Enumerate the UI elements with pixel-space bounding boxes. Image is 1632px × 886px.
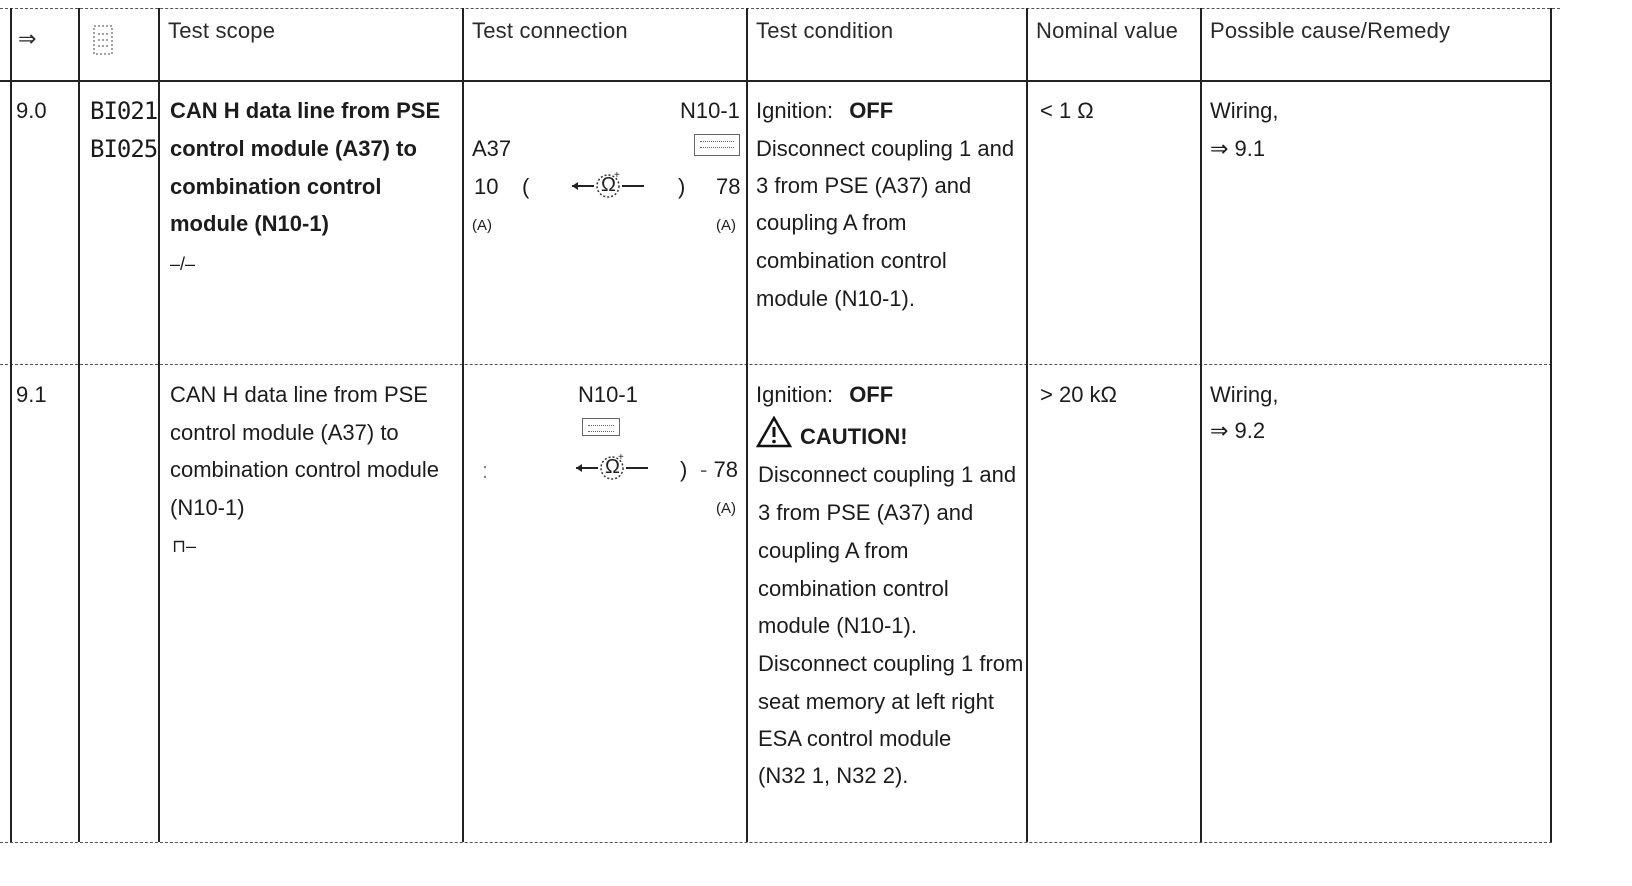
condition-line: Disconnect coupling 1 and <box>756 136 1015 161</box>
col-divider-8 <box>1550 8 1552 842</box>
header-test-condition: Test condition <box>756 18 894 43</box>
scope-note: ⊓– <box>172 536 197 556</box>
col-divider-3 <box>158 8 160 842</box>
test-scope-line: control module (A37) to <box>170 136 417 161</box>
fault-code: BI021 <box>90 97 158 125</box>
remedy-link[interactable]: ⇒ 9.2 <box>1210 418 1266 443</box>
condition-line: (N32 1, N32 2). <box>758 763 909 788</box>
left-sub-label: (A) <box>472 217 492 234</box>
condition-line: module (N10-1). <box>756 286 915 311</box>
right-module-label: N10-1 <box>680 98 740 123</box>
caution-label: CAUTION! <box>800 423 908 449</box>
left-dotted-mark: : <box>482 458 489 483</box>
row-divider <box>0 364 1552 365</box>
condition-line: ESA control module <box>758 726 952 751</box>
condition-line: module (N10-1). <box>758 613 917 638</box>
svg-text:+: + <box>618 454 624 463</box>
header-test-scope: Test scope <box>168 18 276 43</box>
left-module-label: A37 <box>472 136 512 161</box>
condition-line: 3 from PSE (A37) and <box>758 500 974 525</box>
col-divider-4 <box>462 8 464 842</box>
svg-text:+: + <box>614 172 620 181</box>
remedy-link[interactable]: ⇒ 9.1 <box>1210 136 1266 161</box>
scope-note: –/– <box>170 254 196 274</box>
bottom-border <box>0 842 1552 843</box>
caution-notice <box>756 416 908 460</box>
test-scope-line: control module (A37) to <box>170 420 399 445</box>
nominal-value: < 1 Ω <box>1040 98 1094 123</box>
condition-line: combination control <box>758 576 949 601</box>
condition-line: coupling A from <box>758 538 909 563</box>
fault-code: BI025 <box>90 135 158 163</box>
condition-line: seat memory at left right <box>758 689 994 714</box>
condition-line: Disconnect coupling 1 from <box>758 651 1024 676</box>
remedy-line: Wiring, <box>1210 98 1279 123</box>
test-scope-line: combination control module <box>170 457 440 482</box>
left-bracket: ( <box>522 174 530 199</box>
ignition-label: Ignition: <box>756 98 834 123</box>
condition-line: combination control <box>756 248 947 273</box>
col-divider-1 <box>10 8 12 842</box>
col-divider-5 <box>746 8 748 842</box>
test-scope-line: CAN H data line from PSE <box>170 98 441 123</box>
test-scope-line: (N10-1) <box>170 495 245 520</box>
col-divider-7 <box>1200 8 1202 842</box>
nominal-value: > 20 kΩ <box>1040 382 1117 407</box>
test-scope-line: CAN H data line from PSE <box>170 382 428 407</box>
ignition-value: OFF <box>849 98 894 123</box>
instrument-cluster-connector-icon <box>694 134 740 156</box>
header-arrow: ⇒ <box>18 26 37 51</box>
condition-line: Disconnect coupling 1 and <box>758 462 1017 487</box>
header-possible-cause: Possible cause/Remedy <box>1210 18 1451 43</box>
step-number: 9.1 <box>16 382 47 407</box>
test-scope-line: combination control <box>170 174 382 199</box>
condition-line: coupling A from <box>756 210 907 235</box>
warning-triangle-icon <box>756 416 792 460</box>
ignition-value: OFF <box>849 382 894 407</box>
step-number: 9.0 <box>16 98 47 123</box>
ignition-condition <box>756 376 893 414</box>
ignition-condition <box>756 92 893 130</box>
col-divider-6 <box>1026 8 1028 842</box>
right-module-label: N10-1 <box>578 382 638 407</box>
ignition-label: Ignition: <box>756 382 834 407</box>
top-border <box>0 8 1560 9</box>
remedy-line: Wiring, <box>1210 382 1279 407</box>
header-divider <box>0 80 1552 82</box>
col-divider-2 <box>78 8 80 842</box>
left-pin: 10 <box>474 174 499 199</box>
ohmmeter-icon: + Ω <box>574 454 650 482</box>
header-test-connection: Test connection <box>472 18 628 43</box>
right-pin: 78 <box>716 174 741 199</box>
right-pin: ‑ 78 <box>700 457 738 482</box>
right-bracket: ) <box>680 457 688 482</box>
right-bracket: ) <box>678 174 686 199</box>
right-sub-label: (A) <box>716 217 736 234</box>
instrument-cluster-connector-icon <box>582 418 620 436</box>
test-scope-line: module (N10-1) <box>170 211 329 236</box>
header-fault-code-icon <box>92 24 114 56</box>
ohmmeter-icon: + Ω <box>570 172 646 200</box>
condition-line: 3 from PSE (A37) and <box>756 173 972 198</box>
right-sub-label: (A) <box>716 500 736 517</box>
header-nominal-value: Nominal value <box>1036 18 1179 43</box>
